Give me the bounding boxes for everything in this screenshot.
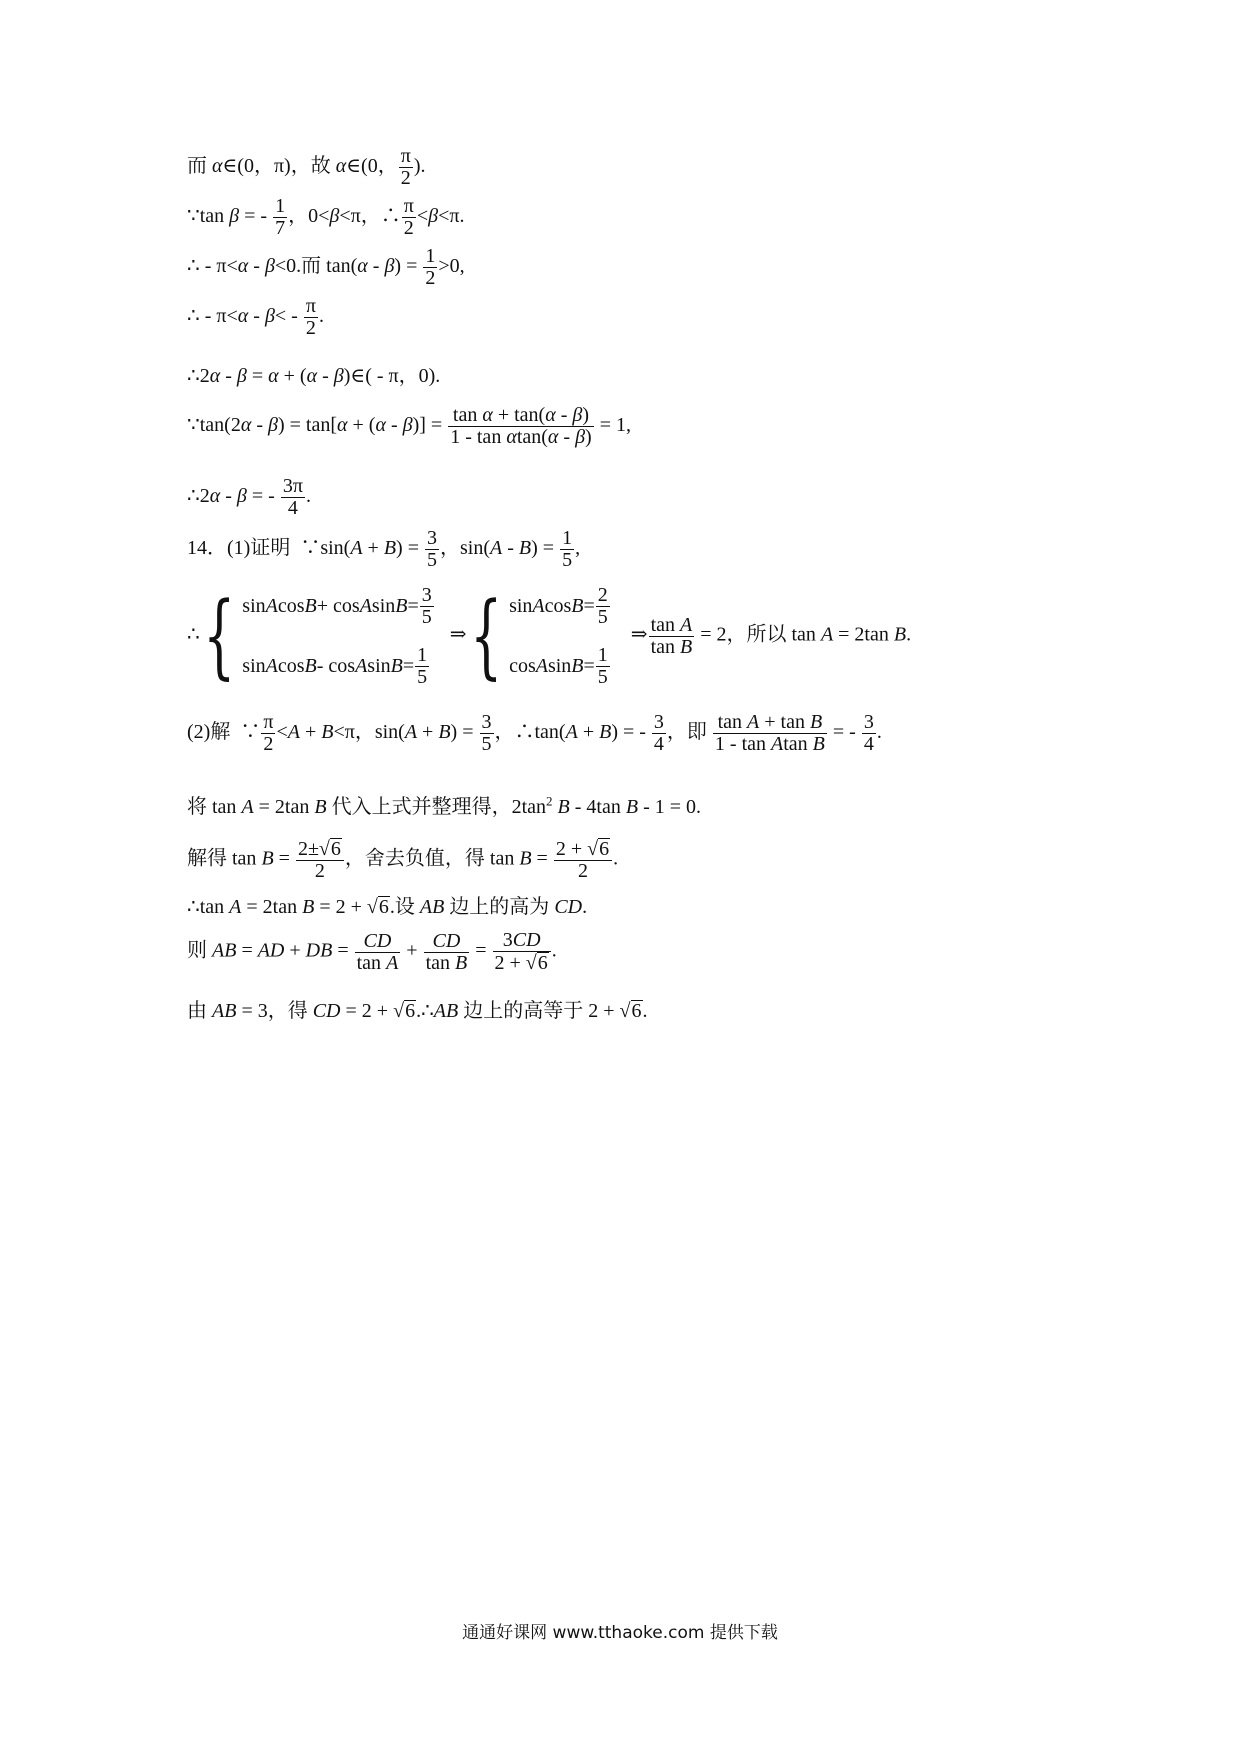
math-line: ∴tan A = 2tan B = 2 + √6.设 AB 边上的高为 CD. [187, 896, 588, 918]
page-footer: 通通好课网 www.tthaoke.com 提供下载 [462, 1623, 778, 1643]
math-line: 解得 tan B = $\frac{2\pm√6}{2}$ ，舍去负值，得 tan B = $\frac{2 + √6}{2}$ . [187, 838, 619, 882]
math-line: ∴2α - β = α + (α - β)∈( - π，0). [187, 365, 441, 387]
math-line: (2)解 ∵ $\frac{\pi}{2}$ <A + B<π，sin(A + B) = $\frac{3}{5}$ ，∴tan(A + B) = - $\frac{3}{4}$ ，即 $\frac{\text{tan A + tan B}}{\text{1 - tan Atan B}}$ = - $\frac{3}{4}$ . [187, 711, 882, 755]
math-line: ∵tan β = - $\frac{1}{7}$ ，0<β<π，∴ $\frac{\pi}{2}$ <β<π. [187, 195, 465, 239]
math-line: ∴2α - β = - $\frac{3\pi}{4}$ . [187, 475, 311, 519]
math-line-system: ∴{ sin A cos B + cos A sin B = $\frac{3}{5}$ sin A cos B - cos A sin B = $\frac{1}{5}$ ⇒{ sin A cos B = $\frac{2}{5}$ cos A sin B = $\frac{1}{5}$ ⇒ $\frac{\text{tan A}}{\text{tan B}}$ = 2，所以 tan A = 2tan B. [187, 582, 912, 689]
math-line: 而 α∈(0，π)，故 α∈(0， $\frac{\pi}{2}$ ). [187, 145, 426, 189]
math-line: 由 AB = 3，得 CD = 2 + √6.∴AB 边上的高等于 2 + √6. [187, 1000, 648, 1022]
math-line: ∵tan(2α - β) = tan[α + (α - β)] = $\frac{\text{tan α + tan(α - β)}}{\text{1 - tan αtan(α - β)}}$ = 1, [187, 404, 631, 448]
math-line: 则 AB = AD + DB = $\frac{CD}{\text{tan A}}$ + $\frac{CD}{\text{tan B}}$ = $\frac{3CD}{2 + √6}$ . [187, 929, 557, 974]
math-line: ∴ - π<α - β<0.而 tan(α - β) = $\frac{1}{2}$ >0, [187, 245, 465, 289]
math-line: ∴ - π<α - β< - $\frac{\pi}{2}$ . [187, 295, 324, 339]
math-line: 将 tan A = 2tan B 代入上式并整理得，$2\tan^2$ B - 4tan B - 1 = 0. [187, 793, 702, 818]
math-line: 14．(1)证明 ∵sin(A + B) = $\frac{3}{5}$ ，sin(A - B) = $\frac{1}{5}$ , [187, 527, 581, 571]
